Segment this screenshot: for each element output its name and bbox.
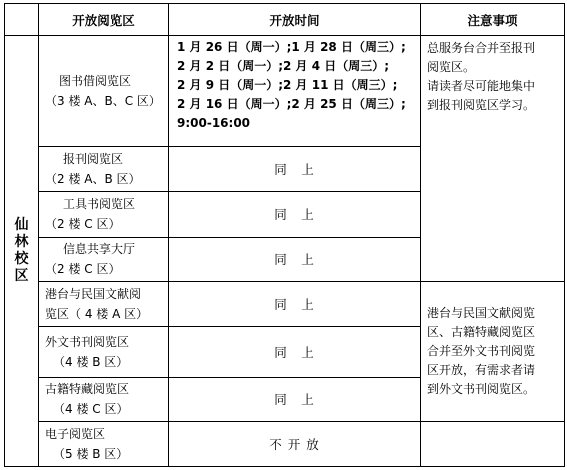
area-location: （4 楼 B 区） — [53, 354, 129, 369]
area-name: 电子阅览区 — [45, 427, 106, 442]
time-cell — [169, 36, 421, 147]
opening-schedule-table — [4, 3, 565, 467]
area-cell — [39, 237, 169, 282]
area-name: 报刊阅览区 — [63, 151, 124, 166]
header-row — [5, 4, 565, 36]
area-name: 外文书刊阅览区 — [45, 334, 130, 349]
note-line: 阅览区。 — [427, 60, 476, 75]
note-line: 港台与民国文献阅览 — [427, 306, 536, 321]
time-cell: 同 上 — [169, 377, 421, 422]
header-blank-cell — [5, 4, 39, 36]
area-location: （2 楼 A、B 区） — [45, 171, 141, 186]
area-cell — [39, 282, 169, 327]
notes-cell-empty — [421, 422, 565, 467]
header-area: 开放阅览区 — [39, 4, 169, 36]
notes-cell — [421, 36, 565, 282]
area-cell — [39, 36, 169, 147]
campus-label — [5, 36, 39, 467]
area-location: 览区（ 4 楼 A 区） — [45, 307, 149, 322]
area-location: （2 楼 C 区） — [45, 262, 121, 277]
area-name: 图书借阅览区 — [59, 74, 132, 89]
table-row — [5, 36, 565, 147]
area-cell — [39, 326, 169, 377]
time-cell: 不 开 放 — [169, 422, 421, 467]
note-line: 总服务台合并至报刊 — [427, 41, 536, 56]
note-line: 合并至外文书刊阅览 — [427, 344, 536, 359]
time-line: 2 月 2 日（周一）;2 月 4 日（周三）; — [177, 59, 390, 74]
note-line: 请读者尽可能地集中 — [427, 79, 536, 94]
table-row — [5, 282, 565, 327]
time-cell: 同 上 — [169, 282, 421, 327]
area-location: （3 楼 A、B、C 区） — [45, 94, 161, 109]
campus-char: 校 — [14, 251, 29, 268]
area-cell — [39, 377, 169, 422]
note-line: 到报刊阅览区学习。 — [427, 98, 536, 113]
time-cell: 同 上 — [169, 147, 421, 192]
campus-char: 林 — [14, 234, 29, 251]
area-name: 港台与民国文献阅 — [45, 287, 142, 302]
area-location: （5 楼 B 区） — [53, 447, 129, 462]
area-cell — [39, 422, 169, 467]
area-cell — [39, 147, 169, 192]
header-time: 开放时间 — [169, 4, 421, 36]
area-location: （4 楼 C 区） — [53, 402, 129, 417]
table-row — [5, 422, 565, 467]
area-name: 信息共享大厅 — [63, 242, 136, 257]
note-line: 区、古籍特藏阅览区 — [427, 325, 536, 340]
area-cell — [39, 191, 169, 237]
header-notes: 注意事项 — [421, 4, 565, 36]
campus-char: 仙 — [14, 217, 29, 234]
area-location: （2 楼 C 区） — [45, 217, 121, 232]
time-line: 9:00-16:00 — [177, 116, 251, 131]
time-cell: 同 上 — [169, 191, 421, 237]
time-line: 2 月 16 日（周一）;2 月 25 日（周三）; — [177, 97, 406, 112]
area-name: 工具书阅览区 — [63, 197, 136, 212]
note-line: 区开放，有需求者请 — [427, 363, 536, 378]
note-line: 到外文书刊阅览区。 — [427, 382, 536, 397]
time-line: 2 月 9 日（周一）;2 月 11 日（周三）; — [177, 78, 398, 93]
time-cell: 同 上 — [169, 326, 421, 377]
notes-cell — [421, 282, 565, 422]
campus-char: 区 — [14, 268, 29, 285]
time-cell: 同 上 — [169, 237, 421, 282]
area-name: 古籍特藏阅览区 — [45, 382, 130, 397]
time-line: 1 月 26 日（周一）;1 月 28 日（周三）; — [177, 40, 406, 55]
